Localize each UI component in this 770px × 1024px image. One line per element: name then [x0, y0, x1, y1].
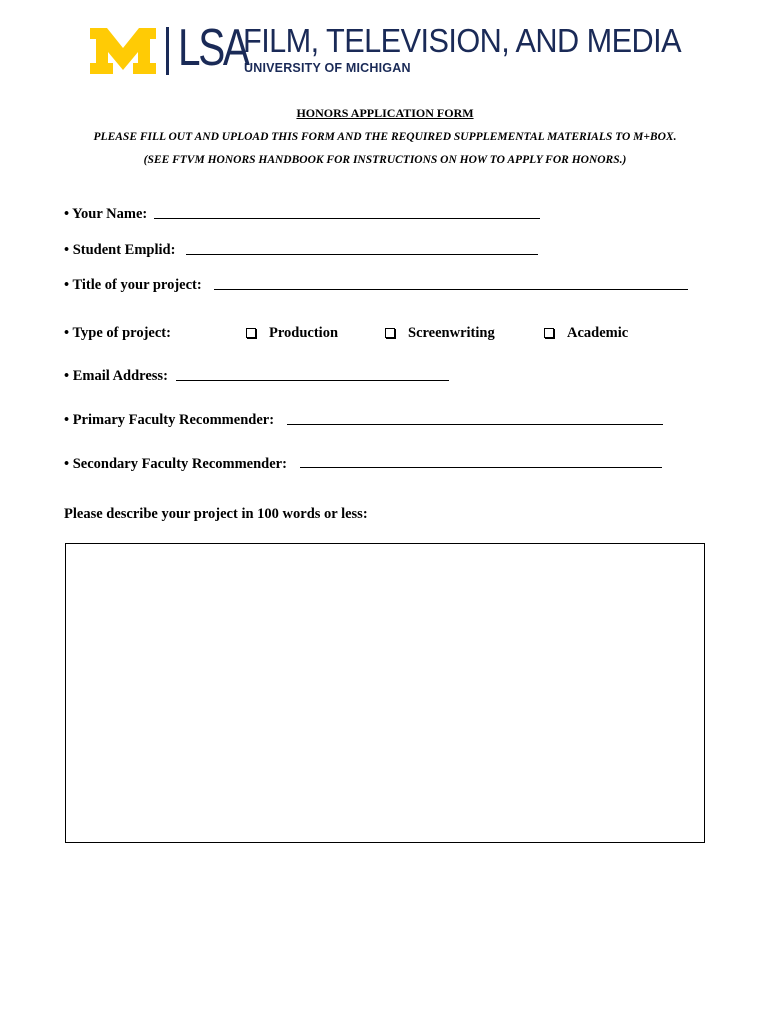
- email-label: • Email Address:: [64, 368, 168, 384]
- upload-instruction: PLEASE FILL OUT AND UPLOAD THIS FORM AND THE REQUIRED SUPPLEMENTAL MATERIALS TO M+BOX.: [93, 131, 677, 143]
- university-name: UNIVERSITY OF MICHIGAN: [244, 61, 411, 75]
- project-type-label: • Type of project:: [64, 325, 171, 341]
- your-name-field[interactable]: [154, 218, 540, 219]
- your-name-label: • Your Name:: [64, 206, 148, 222]
- department-name: FILM, TELEVISION, AND MEDIA: [243, 22, 682, 59]
- screenwriting-checkbox[interactable]: [385, 328, 395, 338]
- primary-recommender-label: • Primary Faculty Recommender:: [64, 412, 275, 428]
- project-title-label: • Title of your project:: [64, 277, 202, 293]
- production-checkbox[interactable]: [246, 328, 256, 338]
- production-option-label: Production: [269, 325, 339, 341]
- student-emplid-label: • Student Emplid:: [64, 242, 176, 258]
- screenwriting-option-label: Screenwriting: [408, 325, 495, 341]
- handbook-instruction: (SEE FTVM HONORS HANDBOOK FOR INSTRUCTIONS ON HOW TO APPLY FOR HONORS.): [143, 154, 627, 166]
- logo-divider: [166, 27, 169, 75]
- secondary-recommender-label: • Secondary Faculty Recommender:: [64, 456, 287, 472]
- primary-recommender-field[interactable]: [287, 424, 663, 425]
- lsa-logo-text: LSA: [178, 19, 248, 77]
- description-prompt: Please describe your project in 100 words or less:: [64, 506, 368, 522]
- secondary-recommender-field[interactable]: [300, 467, 662, 468]
- form-title: HONORS APPLICATION FORM: [296, 106, 474, 120]
- student-emplid-field[interactable]: [186, 254, 538, 255]
- project-description-box[interactable]: [65, 543, 705, 843]
- academic-checkbox[interactable]: [544, 328, 554, 338]
- academic-option-label: Academic: [567, 325, 629, 341]
- block-m-logo: [90, 28, 156, 74]
- email-field[interactable]: [176, 380, 449, 381]
- project-title-field[interactable]: [214, 289, 688, 290]
